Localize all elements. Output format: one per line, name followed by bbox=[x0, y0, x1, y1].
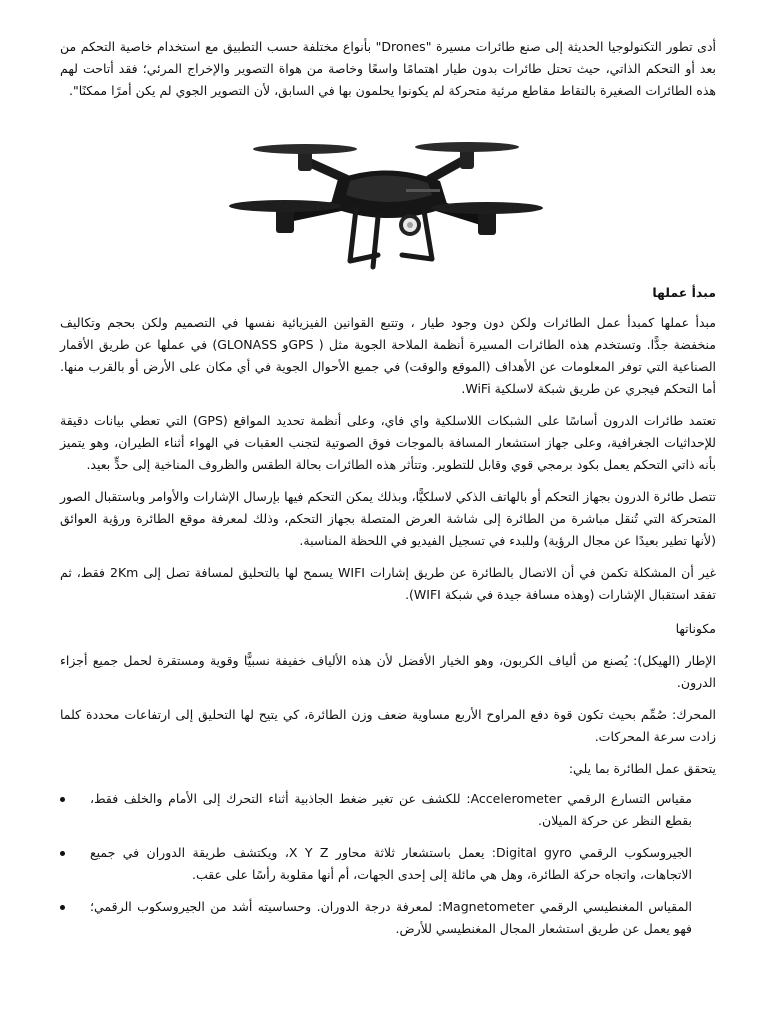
body-paragraph-7: يتحقق عمل الطائرة بما يلي: bbox=[568, 761, 716, 776]
section-title: مبدأ عملها bbox=[652, 285, 716, 300]
body-paragraph-2: تعتمد طائرات الدرون أساسًا على الشبكات اللاسلكية واي فاي، وعلى أنظمة تحديد المواقع (GPS) التي تعطي بيانات دقيقة للإحداثيات الجغرافية، وعلى جهاز استشعار المسافة بالموجات فوق الصوتية لتجنب العقبات في الهواء أثناء الطيران، وهو يتميز بأنه ذاتي التحكم يعمل بكود برمجي قوي وقابل للتطوير. وتتأثر هذه الطائرات بحالة الطقس والظروف المناخية إلى حدٍّ بعيد. bbox=[60, 413, 716, 472]
body-paragraph-1: مبدأ عملها كمبدأ عمل الطائرات ولكن دون وجود طيار ، وتتبع القوانين الفيزيائية نفسها في التصميم ولكن بحجم وتكاليف منخفضة جدًّا. وتستخدم هذه الطائرات المسيرة أنظمة الملاحة الجوية مثل ( GPSو GLONASS) في عملها عن طريق الأقمار الصناعية التي توفر المعلومات عن الأهداف (الموقع والوقت) في جميع الأحوال الجوية في أي مكان على الأرض أو بالقرب منها. أما التحكم فيجري عن طريق شبكة لاسلكية WiFi. bbox=[60, 315, 716, 396]
body-paragraph-6: المحرك: صُمِّم بحيث تكون قوة دفع المراوح الأربع مساوية ضعف وزن الطائرة، كي يتيح لها التحليق إلى ارتفاعات محددة كلما زادت سرعة المحركات. bbox=[60, 707, 716, 744]
drone-image bbox=[60, 106, 716, 276]
bullet-list bbox=[60, 788, 716, 940]
list-item bbox=[60, 788, 692, 832]
bullet-icon bbox=[60, 797, 65, 802]
components-heading: مكوناتها bbox=[675, 621, 716, 636]
body-paragraph-5: الإطار (الهيكل): يُصنع من ألياف الكربون، وهو الخيار الأفضل لأن هذه الألياف خفيفة نسبيًّا وقوية ومستقرة لحمل جميع أجزاء الدرون. bbox=[60, 653, 716, 690]
body-paragraph-3: تتصل طائرة الدرون بجهاز التحكم أو بالهاتف الذكي لاسلكيًّا، وبذلك يمكن التحكم فيها بإرسال الإشارات والأوامر وباستقبال الصور المتحركة التي تُنقل مباشرة من الطائرة إلى شاشة العرض المتصلة بجهاز التحكم، وذلك لمعرفة موقع الطائرة ورؤية العوائق (لأنها تطير بعيدًا عن مجال الرؤية) وللبدء في تسجيل الفيديو في اللحظة المناسبة. bbox=[60, 489, 716, 548]
quadcopter-drone-icon bbox=[228, 109, 548, 274]
body-paragraph-4: غير أن المشكلة تكمن في أن الاتصال بالطائرة عن طريق إشارات WIFI يسمح لها بالتحليق لمسافة تصل إلى 2Km فقط، ثم تفقد استقبال الإشارات (وهذه مسافة جيدة في شبكة WIFI). bbox=[60, 565, 716, 602]
list-item-text: مقياس التسارع الرقمي Accelerometer: للكشف عن تغير ضغط الجاذبية أثناء التحرك إلى الأمام والخلف فقط، بقطع النظر عن حركة الميلان. bbox=[90, 791, 692, 828]
bullet-icon bbox=[60, 851, 65, 856]
intro-paragraph: أدى تطور التكنولوجيا الحديثة إلى صنع طائرات مسيرة "Drones" بأنواع مختلفة حسب التطبيق مع استخدام خاصية التحكم من بعد أو التحكم الذاتي، حيث تحتل طائرات بدون طيار اهتمامًا واسعًا وخاصة من هواة التصوير والإخراج المرئي؛ فقد أتاحت لهم هذه الطائرات الصغيرة بالتقاط مقاطع مرئية متحركة لم يكونوا يحلمون بها في السابق، لأن التصوير الجوي لم يكن أمرًا ممكنًا". bbox=[60, 39, 716, 98]
list-item-text: الجيروسكوب الرقمي Digital gyro: يعمل باستشعار ثلاثة محاور X Y Z، ويكتشف طريقة الدوران في جميع الاتجاهات، واتجاه حركة الطائرة، وهل هي مائلة إلى إحدى الجهات، أم أنها مقلوبة رأسًا على عقب. bbox=[90, 845, 693, 882]
list-item bbox=[60, 842, 692, 886]
list-item-text: المقياس المغنطيسي الرقمي Magnetometer: لمعرفة درجة الدوران. وحساسيته أشد من الجيروسكوب الرقمي؛ فهو يعمل عن طريق استشعار المجال المغنطيسي للأرض. bbox=[90, 899, 692, 936]
bullet-icon bbox=[60, 905, 65, 910]
list-item bbox=[60, 896, 692, 940]
